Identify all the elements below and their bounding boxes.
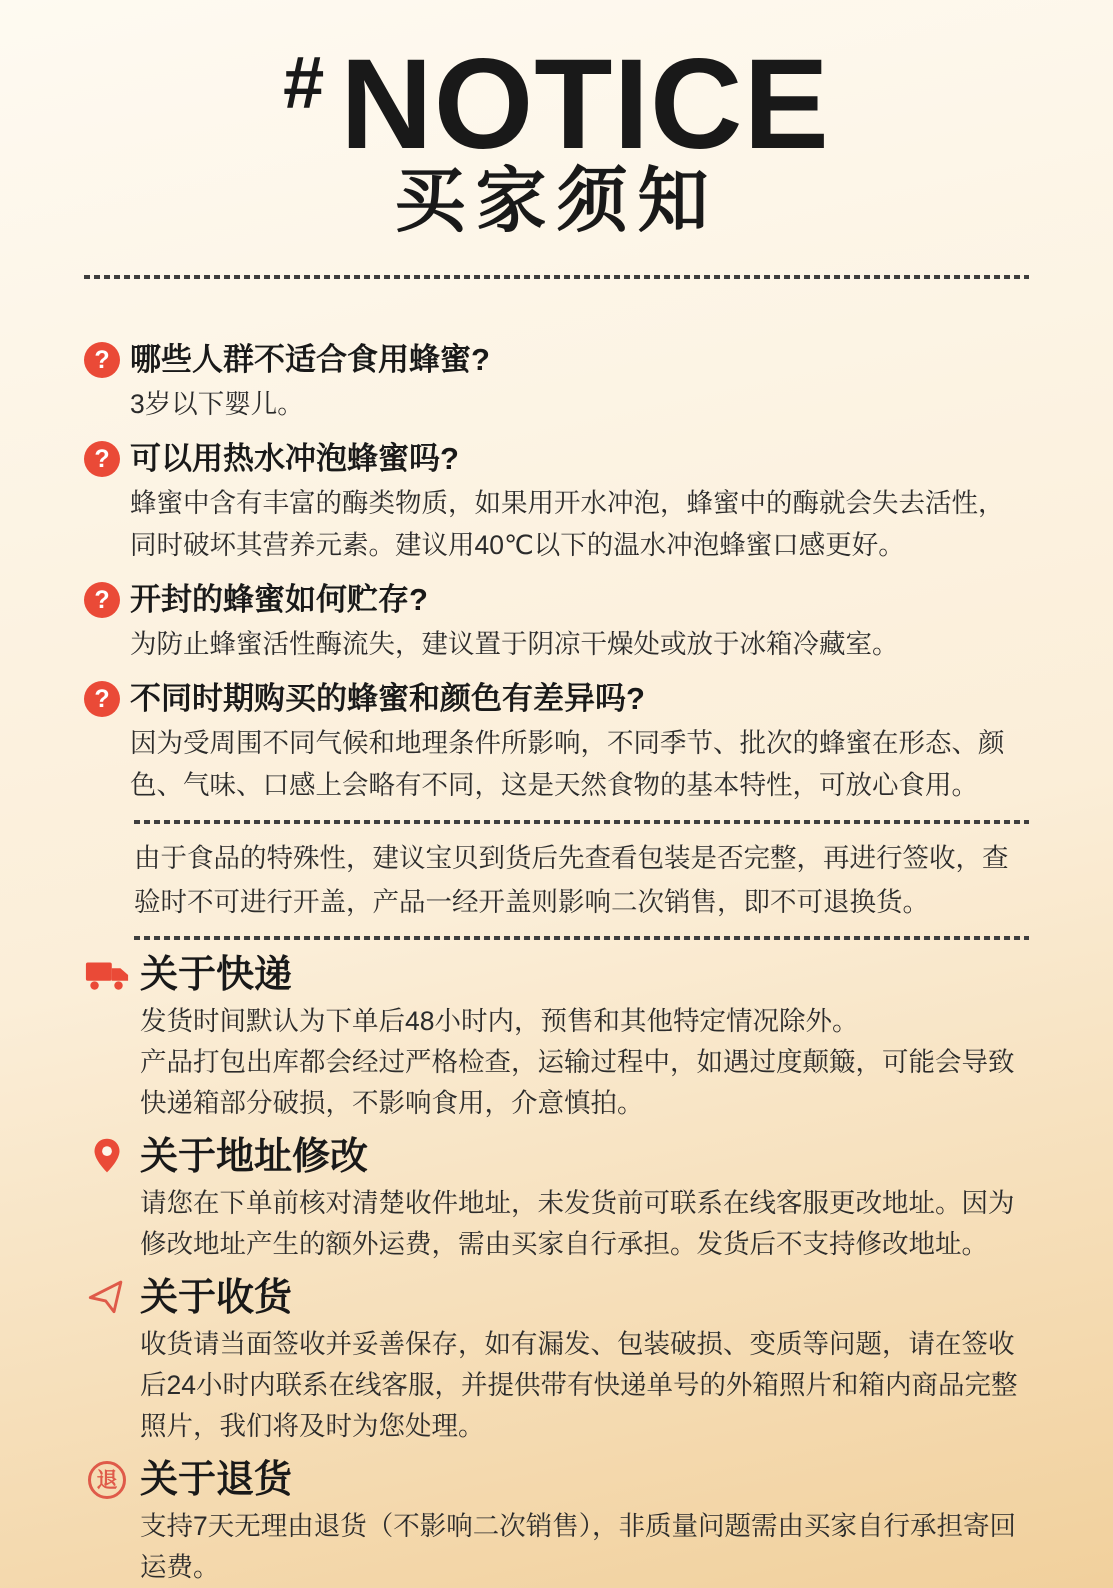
dashed-divider <box>134 936 1029 940</box>
return-glyph: 退 <box>88 1461 126 1499</box>
section-heading-row <box>84 952 1029 998</box>
faq-question-row <box>84 581 1029 619</box>
location-pin-icon <box>84 1134 130 1180</box>
section-title: 关于收货 <box>140 1277 293 1319</box>
dashed-divider <box>134 820 1029 824</box>
truck-icon <box>84 952 130 998</box>
section-receiving <box>84 1275 1029 1447</box>
section-body <box>140 1506 1029 1588</box>
notice-content <box>0 279 1113 1588</box>
faq-question-row <box>84 440 1029 478</box>
section-heading-row <box>84 1457 1029 1503</box>
section-address-change <box>84 1134 1029 1265</box>
section-returns <box>84 1457 1029 1588</box>
section-title: 关于快递 <box>140 954 293 996</box>
inspection-notice-block <box>134 820 1029 940</box>
section-paragraph: 请您在下单前核对清楚收件地址，未发货前可联系在线客服更改地址。因为修改地址产生的额外运费，需由买家自行承担。发货后不支持修改地址。 <box>140 1188 1015 1259</box>
section-body <box>140 1001 1029 1124</box>
question-mark-icon: ? <box>84 441 120 477</box>
page-header <box>0 0 1113 239</box>
faq-question: 不同时期购买的蜂蜜和颜色有差异吗? <box>130 681 645 716</box>
send-icon <box>84 1275 130 1321</box>
faq-answer: 为防止蜂蜜活性酶流失，建议置于阴凉干燥处或放于冰箱冷藏室。 <box>130 629 899 659</box>
section-paragraph: 发货时间默认为下单后48小时内，预售和其他特定情况除外。 <box>140 1006 859 1036</box>
faq-item <box>84 341 1029 425</box>
question-mark-icon: ? <box>84 582 120 618</box>
inspection-notice-text: 由于食品的特殊性，建议宝贝到货后先查看包装是否完整，再进行签收，查验时不可进行开盖，产品一经开盖则影响二次销售，即不可退换货。 <box>134 843 1009 917</box>
faq-answer: 因为受周围不同气候和地理条件所影响，不同季节、批次的蜂蜜在形态、颜色、气味、口感上会略有不同，这是天然食物的基本特性，可放心食用。 <box>130 728 1005 800</box>
section-heading-row <box>84 1134 1029 1180</box>
hash-symbol: # <box>283 41 325 124</box>
faq-question: 可以用热水冲泡蜂蜜吗? <box>130 441 459 476</box>
page-title <box>0 33 1113 176</box>
faq-question-row <box>84 341 1029 379</box>
section-body <box>140 1324 1029 1447</box>
faq-item <box>84 680 1029 806</box>
section-body <box>140 1183 1029 1265</box>
faq-answer: 3岁以下婴儿。 <box>130 389 304 419</box>
question-mark-icon: ? <box>84 681 120 717</box>
page-subtitle: 买家须知 <box>394 161 719 241</box>
section-heading-row <box>84 1275 1029 1321</box>
faq-item <box>84 440 1029 566</box>
faq-question-row <box>84 680 1029 718</box>
section-title: 关于退货 <box>140 1459 293 1501</box>
faq-question: 哪些人群不适合食用蜂蜜? <box>130 342 490 377</box>
section-paragraph: 支持7天无理由退货（不影响二次销售），非质量问题需由买家自行承担寄回运费。 <box>140 1511 1016 1582</box>
notice-title: NOTICE <box>340 33 830 176</box>
section-paragraph: 产品打包出库都会经过严格检查，运输过程中，如遇过度颠簸，可能会导致快递箱部分破损，不影响食用，介意慎拍。 <box>140 1047 1015 1118</box>
section-title: 关于地址修改 <box>140 1136 369 1178</box>
faq-answer: 蜂蜜中含有丰富的酶类物质，如果用开水冲泡，蜂蜜中的酶就会失去活性，同时破坏其营养元素。建议用40℃以下的温水冲泡蜂蜜口感更好。 <box>130 488 1005 560</box>
faq-item <box>84 581 1029 665</box>
faq-question: 开封的蜂蜜如何贮存? <box>130 582 428 617</box>
return-icon <box>84 1457 130 1503</box>
question-mark-icon: ? <box>84 342 120 378</box>
section-paragraph: 收货请当面签收并妥善保存，如有漏发、包装破损、变质等问题，请在签收后24小时内联系在线客服，并提供带有快递单号的外箱照片和箱内商品完整照片，我们将及时为您处理。 <box>140 1329 1018 1441</box>
section-shipping <box>84 952 1029 1124</box>
